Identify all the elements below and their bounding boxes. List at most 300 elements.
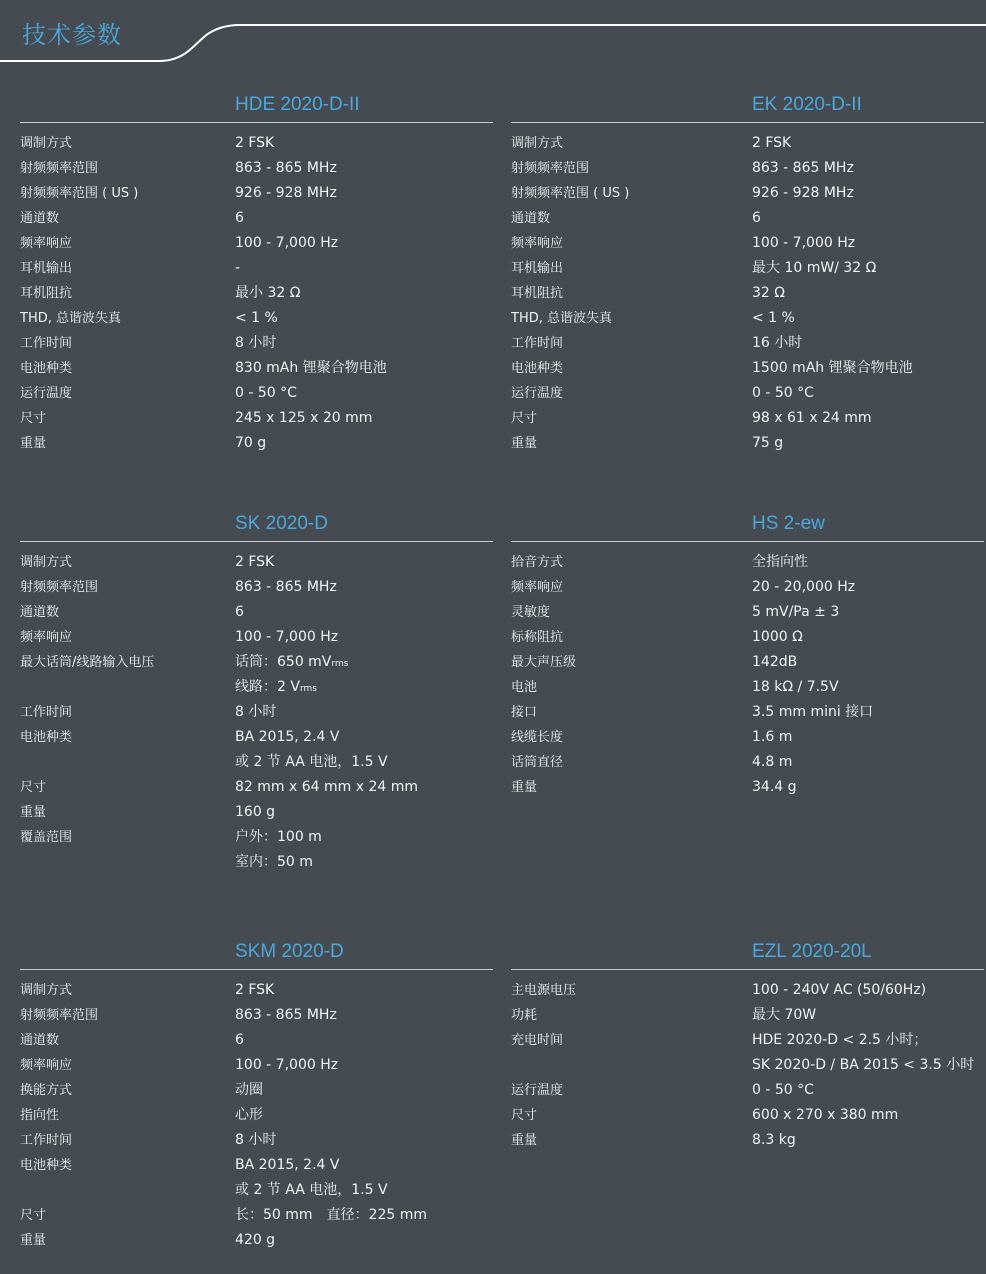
spec-values	[235, 1128, 493, 1153]
spec-row	[511, 306, 984, 331]
spec-label: 尺寸	[20, 780, 47, 795]
spec-row	[511, 978, 984, 1003]
spec-values	[752, 650, 984, 675]
spec-value-text: 线路：2 V	[235, 679, 300, 695]
spec-label: 频率响应	[511, 236, 564, 251]
spec-values	[235, 1053, 493, 1078]
spec-value-text: 8.3 kg	[752, 1132, 796, 1148]
spec-row	[511, 431, 984, 456]
spec-label: 通道数	[20, 605, 60, 620]
spec-row	[20, 550, 493, 575]
spec-label: 尺寸	[20, 1208, 47, 1223]
spec-values	[235, 725, 493, 775]
spec-row	[20, 1228, 493, 1253]
spec-value-text: 863 - 865 MHz	[752, 160, 854, 176]
spec-value	[752, 550, 984, 575]
spec-row	[20, 1028, 493, 1053]
spec-values	[235, 825, 493, 875]
spec-value	[235, 1028, 493, 1053]
spec-row	[511, 406, 984, 431]
spec-label: 工作时间	[20, 1133, 73, 1148]
spec-value-text: 心形	[235, 1107, 263, 1123]
spec-values	[752, 725, 984, 750]
spec-values	[752, 1028, 984, 1078]
spec-value-text: 245 x 125 x 20 mm	[235, 410, 373, 426]
spec-value-text: 室内：50 m	[235, 854, 313, 870]
spec-row	[20, 381, 493, 406]
spec-value-text: 142dB	[752, 654, 798, 670]
spec-value	[235, 775, 493, 800]
spec-row	[20, 231, 493, 256]
spec-value	[752, 1078, 984, 1103]
spec-label: 覆盖范围	[20, 830, 73, 845]
spec-rows	[511, 131, 984, 456]
spec-label: 尺寸	[511, 411, 538, 426]
spec-value	[235, 1178, 493, 1203]
spec-values	[235, 650, 493, 700]
spec-label: 接口	[511, 705, 538, 720]
spec-value	[235, 625, 493, 650]
spec-value	[235, 331, 493, 356]
spec-values	[752, 356, 984, 381]
spec-value-text: 32 Ω	[752, 285, 785, 301]
spec-values	[752, 181, 984, 206]
spec-row	[20, 406, 493, 431]
spec-value-text: 16 小时	[752, 335, 803, 351]
spec-row	[20, 1203, 493, 1228]
spec-value-text: 100 - 7,000 Hz	[235, 235, 339, 251]
spec-values	[235, 550, 493, 575]
spec-row	[20, 800, 493, 825]
spec-value	[752, 406, 984, 431]
spec-label: 换能方式	[20, 1083, 73, 1098]
spec-value-text: 100 - 240V AC (50/60Hz)	[752, 982, 927, 998]
spec-label: THD, 总谐波失真	[511, 311, 612, 326]
spec-value-text: 最大 70W	[752, 1007, 817, 1023]
spec-label: 耳机阻抗	[511, 286, 564, 301]
spec-row	[511, 725, 984, 750]
spec-values	[752, 281, 984, 306]
spec-value-text: 75 g	[752, 435, 784, 451]
spec-values	[752, 775, 984, 800]
spec-value	[752, 1103, 984, 1128]
spec-section-hde	[20, 88, 493, 456]
spec-row	[511, 156, 984, 181]
section-title-bar	[511, 507, 984, 542]
spec-value	[235, 600, 493, 625]
spec-value-text: 话筒：650 mV	[235, 654, 332, 670]
spec-row	[20, 725, 493, 775]
page-title: 技术参数	[22, 21, 122, 49]
spec-value	[752, 356, 984, 381]
spec-value-text: 926 - 928 MHz	[235, 185, 337, 201]
spec-row	[511, 700, 984, 725]
spec-values	[235, 206, 493, 231]
spec-value-text: 1500 mAh 锂聚合物电池	[752, 360, 913, 376]
spec-row	[20, 181, 493, 206]
spec-value	[752, 1053, 984, 1078]
spec-value-text: -	[235, 260, 241, 276]
spec-label: 通道数	[20, 1033, 60, 1048]
spec-label: 电池种类	[511, 361, 564, 376]
spec-label: 调制方式	[20, 555, 73, 570]
spec-values	[752, 700, 984, 725]
spec-label: 调制方式	[20, 136, 73, 151]
spec-value	[235, 1103, 493, 1128]
spec-values	[235, 1003, 493, 1028]
spec-section-sk	[20, 507, 493, 875]
spec-value-text: 最大 10 mW/ 32 Ω	[752, 260, 877, 276]
spec-value-text: 863 - 865 MHz	[235, 579, 337, 595]
spec-row	[511, 331, 984, 356]
spec-row	[20, 1128, 493, 1153]
spec-values	[235, 600, 493, 625]
spec-values	[752, 550, 984, 575]
spec-label: 频率响应	[20, 630, 73, 645]
spec-value	[752, 978, 984, 1003]
spec-value-text: HDE 2020-D < 2.5 小时；	[752, 1032, 928, 1048]
spec-value-text: 1000 Ω	[752, 629, 803, 645]
section-title: HDE 2020-D-II	[235, 94, 360, 115]
spec-value	[235, 131, 493, 156]
spec-value-text: 6	[235, 1032, 244, 1048]
spec-value	[752, 1028, 984, 1053]
spec-values	[235, 281, 493, 306]
spec-value-text: 863 - 865 MHz	[235, 160, 337, 176]
spec-label: 电池种类	[20, 1158, 73, 1173]
spec-label: 电池	[511, 680, 538, 695]
spec-label: 电池种类	[20, 730, 73, 745]
spec-value	[235, 800, 493, 825]
spec-label: 射频频率范围	[20, 580, 99, 595]
spec-value-text: 户外：100 m	[235, 829, 322, 845]
spec-label: 通道数	[511, 211, 551, 226]
spec-value	[752, 650, 984, 675]
spec-value-text: 4.8 m	[752, 754, 793, 770]
spec-value	[235, 850, 493, 875]
spec-row	[511, 775, 984, 800]
spec-row	[511, 131, 984, 156]
spec-value-text: 8 小时	[235, 335, 277, 351]
spec-values	[752, 131, 984, 156]
spec-row	[511, 1078, 984, 1103]
spec-value-text: 长：50 mm 直径：225 mm	[235, 1207, 427, 1223]
spec-values	[752, 256, 984, 281]
spec-values	[752, 431, 984, 456]
spec-value	[235, 281, 493, 306]
spec-value	[752, 131, 984, 156]
spec-row	[511, 256, 984, 281]
spec-value	[752, 700, 984, 725]
spec-label: 主电源电压	[511, 983, 577, 998]
spec-row	[511, 356, 984, 381]
spec-row	[20, 700, 493, 725]
spec-section-hs	[511, 507, 984, 800]
spec-value-text: 34.4 g	[752, 779, 797, 795]
spec-rows	[511, 550, 984, 800]
spec-row	[20, 775, 493, 800]
spec-value	[752, 331, 984, 356]
spec-label: THD, 总谐波失真	[20, 311, 121, 326]
spec-value-text: 82 mm x 64 mm x 24 mm	[235, 779, 418, 795]
spec-label: 重量	[20, 1233, 47, 1248]
spec-label: 运行温度	[511, 1083, 564, 1098]
spec-label: 耳机输出	[20, 261, 73, 276]
spec-values	[752, 1128, 984, 1153]
spec-label: 射频频率范围 ( US )	[511, 186, 630, 201]
spec-row	[20, 331, 493, 356]
spec-values	[752, 575, 984, 600]
spec-value-text: 2 FSK	[752, 135, 792, 151]
spec-label: 尺寸	[511, 1108, 538, 1123]
spec-value	[235, 1053, 493, 1078]
spec-value-text: 98 x 61 x 24 mm	[752, 410, 872, 426]
spec-value-text: 830 mAh 锂聚合物电池	[235, 360, 387, 376]
spec-row	[20, 1103, 493, 1128]
spec-label: 频率响应	[511, 580, 564, 595]
spec-value	[235, 825, 493, 850]
spec-value	[752, 1128, 984, 1153]
section-title-bar	[20, 935, 493, 970]
spec-row	[20, 131, 493, 156]
spec-values	[752, 600, 984, 625]
spec-label: 拾音方式	[511, 555, 564, 570]
spec-values	[235, 356, 493, 381]
spec-row	[511, 600, 984, 625]
spec-values	[235, 156, 493, 181]
spec-value	[235, 1078, 493, 1103]
spec-value-text: SK 2020-D / BA 2015 < 3.5 小时	[752, 1057, 975, 1073]
spec-row	[511, 181, 984, 206]
spec-row	[511, 675, 984, 700]
spec-row	[511, 231, 984, 256]
spec-values	[235, 800, 493, 825]
spec-rows	[20, 131, 493, 456]
unit-subscript: rms	[299, 684, 317, 694]
header-curve	[0, 0, 986, 70]
spec-value-text: 6	[235, 604, 244, 620]
spec-label: 频率响应	[20, 1058, 73, 1073]
spec-value-text: 100 - 7,000 Hz	[235, 629, 339, 645]
spec-value-text: 1.6 m	[752, 729, 793, 745]
spec-values	[235, 775, 493, 800]
spec-label: 重量	[511, 780, 538, 795]
spec-values	[235, 700, 493, 725]
spec-value	[752, 675, 984, 700]
spec-row	[511, 575, 984, 600]
spec-values	[235, 1028, 493, 1053]
spec-value	[752, 600, 984, 625]
section-title: EZL 2020-20L	[752, 941, 872, 962]
spec-row	[20, 156, 493, 181]
spec-row	[511, 550, 984, 575]
spec-label: 电池种类	[20, 361, 73, 376]
spec-values	[752, 381, 984, 406]
spec-label: 耳机阻抗	[20, 286, 73, 301]
spec-section-ezl	[511, 935, 984, 1153]
spec-value	[752, 306, 984, 331]
spec-row	[511, 1028, 984, 1078]
spec-value-text: 6	[235, 210, 244, 226]
spec-value	[235, 650, 493, 675]
spec-row	[20, 281, 493, 306]
spec-value	[752, 1003, 984, 1028]
spec-value	[752, 625, 984, 650]
spec-values	[752, 625, 984, 650]
spec-value-text: 8 小时	[235, 704, 277, 720]
spec-value	[752, 206, 984, 231]
spec-value-text: 2 FSK	[235, 135, 275, 151]
spec-value	[235, 1153, 493, 1178]
section-title-bar	[511, 88, 984, 123]
spec-row	[511, 281, 984, 306]
spec-row	[20, 825, 493, 875]
spec-value-text: 100 - 7,000 Hz	[752, 235, 856, 251]
spec-values	[235, 331, 493, 356]
spec-label: 射频频率范围 ( US )	[20, 186, 139, 201]
spec-values	[235, 131, 493, 156]
spec-values	[752, 331, 984, 356]
spec-values	[235, 256, 493, 281]
spec-value-text: 0 - 50 °C	[752, 385, 814, 401]
spec-value	[752, 775, 984, 800]
spec-values	[235, 1103, 493, 1128]
spec-row	[511, 381, 984, 406]
spec-row	[20, 575, 493, 600]
spec-value	[235, 206, 493, 231]
spec-label: 射频频率范围	[511, 161, 590, 176]
spec-values	[752, 1078, 984, 1103]
spec-value	[235, 231, 493, 256]
spec-label: 线缆长度	[511, 730, 564, 745]
spec-values	[752, 1103, 984, 1128]
spec-row	[511, 1103, 984, 1128]
spec-value	[235, 725, 493, 750]
section-title-bar	[511, 935, 984, 970]
spec-values	[235, 431, 493, 456]
spec-value-text: < 1 %	[752, 310, 795, 326]
spec-value-text: 或 2 节 AA 电池，1.5 V	[235, 1182, 388, 1198]
spec-values	[235, 406, 493, 431]
spec-row	[511, 1128, 984, 1153]
spec-label: 工作时间	[511, 336, 564, 351]
spec-label: 功耗	[511, 1008, 538, 1023]
spec-values	[752, 1003, 984, 1028]
spec-label: 工作时间	[20, 705, 73, 720]
spec-label: 调制方式	[511, 136, 564, 151]
spec-row	[20, 356, 493, 381]
spec-value-text: 18 kΩ / 7.5V	[752, 679, 839, 695]
spec-values	[752, 206, 984, 231]
spec-value-text: 最小 32 Ω	[235, 285, 301, 301]
spec-row	[20, 650, 493, 700]
section-title: SK 2020-D	[235, 513, 328, 534]
spec-value	[235, 356, 493, 381]
spec-row	[20, 306, 493, 331]
spec-value-text: 0 - 50 °C	[235, 385, 297, 401]
spec-label: 重量	[20, 805, 47, 820]
spec-value-text: 5 mV/Pa ± 3	[752, 604, 840, 620]
spec-label: 通道数	[20, 211, 60, 226]
spec-row	[511, 625, 984, 650]
spec-values	[752, 750, 984, 775]
spec-values	[235, 381, 493, 406]
spec-value-text: 70 g	[235, 435, 267, 451]
section-title-bar	[20, 507, 493, 542]
spec-value	[235, 181, 493, 206]
spec-value-text: 或 2 节 AA 电池，1.5 V	[235, 754, 388, 770]
spec-value-text: 600 x 270 x 380 mm	[752, 1107, 899, 1123]
spec-label: 运行温度	[511, 386, 564, 401]
spec-value	[235, 431, 493, 456]
unit-subscript: rms	[331, 659, 349, 669]
spec-value-text: BA 2015, 2.4 V	[235, 1157, 340, 1173]
spec-values	[752, 978, 984, 1003]
spec-value	[235, 381, 493, 406]
spec-values	[235, 1228, 493, 1253]
spec-label: 重量	[511, 1133, 538, 1148]
section-title-bar	[20, 88, 493, 123]
spec-value	[235, 978, 493, 1003]
spec-values	[235, 181, 493, 206]
spec-value-text: 全指向性	[752, 554, 808, 570]
section-title: HS 2-ew	[752, 513, 825, 534]
spec-values	[235, 575, 493, 600]
spec-value	[752, 725, 984, 750]
spec-values	[752, 156, 984, 181]
spec-values	[235, 1078, 493, 1103]
spec-value	[235, 306, 493, 331]
spec-row	[20, 1078, 493, 1103]
spec-label: 频率响应	[20, 236, 73, 251]
spec-value	[235, 406, 493, 431]
spec-value-text: 2 FSK	[235, 982, 275, 998]
spec-label: 射频频率范围	[20, 161, 99, 176]
spec-value	[235, 256, 493, 281]
spec-values	[752, 406, 984, 431]
spec-value	[752, 281, 984, 306]
spec-value	[752, 431, 984, 456]
spec-value-text: 863 - 865 MHz	[235, 1007, 337, 1023]
spec-value-text: 8 小时	[235, 1132, 277, 1148]
spec-value-text: 100 - 7,000 Hz	[235, 1057, 339, 1073]
spec-value	[235, 1228, 493, 1253]
spec-value	[752, 256, 984, 281]
spec-value-text: < 1 %	[235, 310, 278, 326]
spec-value-text: 20 - 20,000 Hz	[752, 579, 856, 595]
spec-row	[20, 625, 493, 650]
spec-label: 重量	[511, 436, 538, 451]
spec-value	[752, 381, 984, 406]
spec-label: 标称阻抗	[511, 630, 564, 645]
spec-section-ek	[511, 88, 984, 456]
spec-row	[20, 1003, 493, 1028]
spec-value-text: 0 - 50 °C	[752, 1082, 814, 1098]
spec-row	[20, 206, 493, 231]
spec-values	[235, 978, 493, 1003]
spec-values	[235, 625, 493, 650]
spec-values	[235, 231, 493, 256]
spec-value-text: 3.5 mm mini 接口	[752, 704, 874, 720]
spec-value-text: 动圈	[235, 1082, 263, 1098]
spec-row	[511, 1003, 984, 1028]
section-title: SKM 2020-D	[235, 941, 344, 962]
spec-row	[511, 206, 984, 231]
spec-value	[752, 181, 984, 206]
spec-value-text: 6	[752, 210, 761, 226]
spec-row	[20, 1153, 493, 1203]
spec-values	[752, 231, 984, 256]
